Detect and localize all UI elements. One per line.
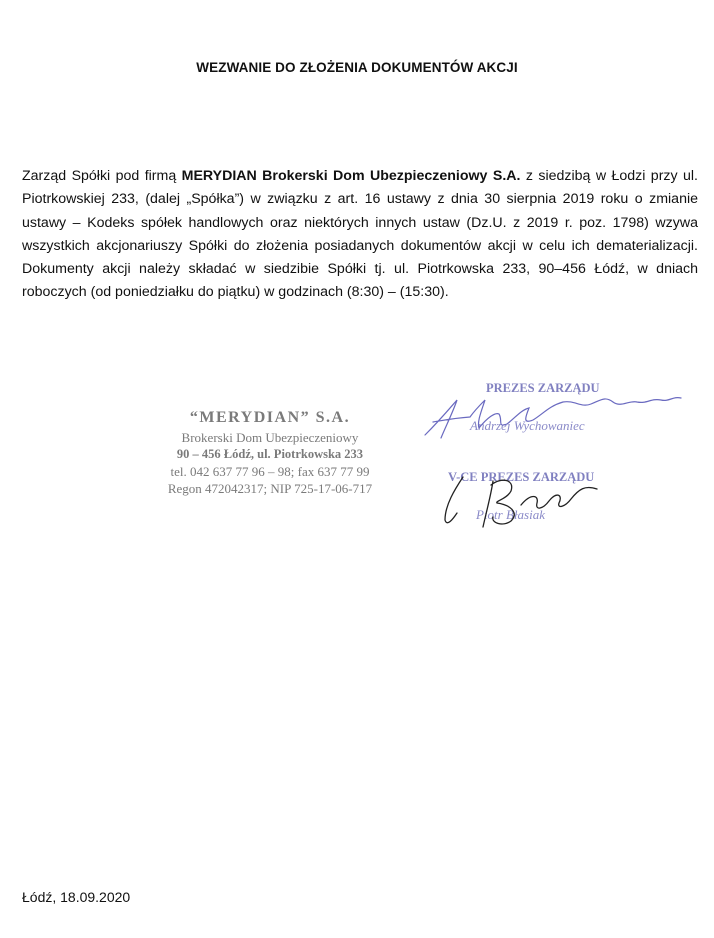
body-paragraph xyxy=(22,165,698,305)
stamp-line-2: 90 – 456 Łódź, ul. Piotrkowska 233 xyxy=(176,447,364,461)
stamp-line-1: Brokerski Dom Ubezpieczeniowy xyxy=(181,430,359,445)
vice-president-title: V-CE PREZES ZARZĄDU xyxy=(448,470,595,484)
place-date: Łódź, 18.09.2020 xyxy=(22,889,131,905)
body-intro: Zarząd Spółki pod firmą xyxy=(22,168,182,184)
stamp-line-4: Regon 472042317; NIP 725-17-06-717 xyxy=(167,481,373,496)
company-stamp xyxy=(140,407,400,497)
company-name: MERYDIAN Brokerski Dom Ubezpieczeniowy S.A. xyxy=(181,168,521,184)
president-signature xyxy=(415,390,705,450)
president-name: Andrzej Wychowaniec xyxy=(470,418,585,433)
stamp-line-3: tel. 042 637 77 96 – 98; fax 637 77 99 xyxy=(170,464,370,479)
president-title: PREZES ZARZĄDU xyxy=(486,381,600,395)
document-title: WEZWANIE DO ZŁOŻENIA DOKUMENTÓW AKCJI xyxy=(196,60,518,75)
vice-president-signature xyxy=(435,465,605,535)
stamp-company-name: “MERYDIAN” S.A. xyxy=(189,409,351,426)
vice-president-name: Piotr Błasiak xyxy=(476,507,545,522)
body-text: z siedzibą w Łodzi przy ul. Piotrkowskiej 233, (dalej „Spółka”) w związku z art. 16 ustawy z dnia 30 sierpnia 2019 roku o zmianie ustawy – Kodeks spółek handlowych oraz niektórych innych ustaw (Dz.U. z 2019 r. poz. 1798) wzywa wszystkich akcjonariuszy Spółki do złożenia posiadanych dokumentów akcji w celu ich dematerializacji. Dokumenty akcji należy składać w siedzibie Spółki tj. ul. Piotrkowska 233, 90–456 Łódź, w dniach roboczych (od poniedziałku do piątku) w godzinach (8:30) – (15:30). xyxy=(22,168,698,301)
